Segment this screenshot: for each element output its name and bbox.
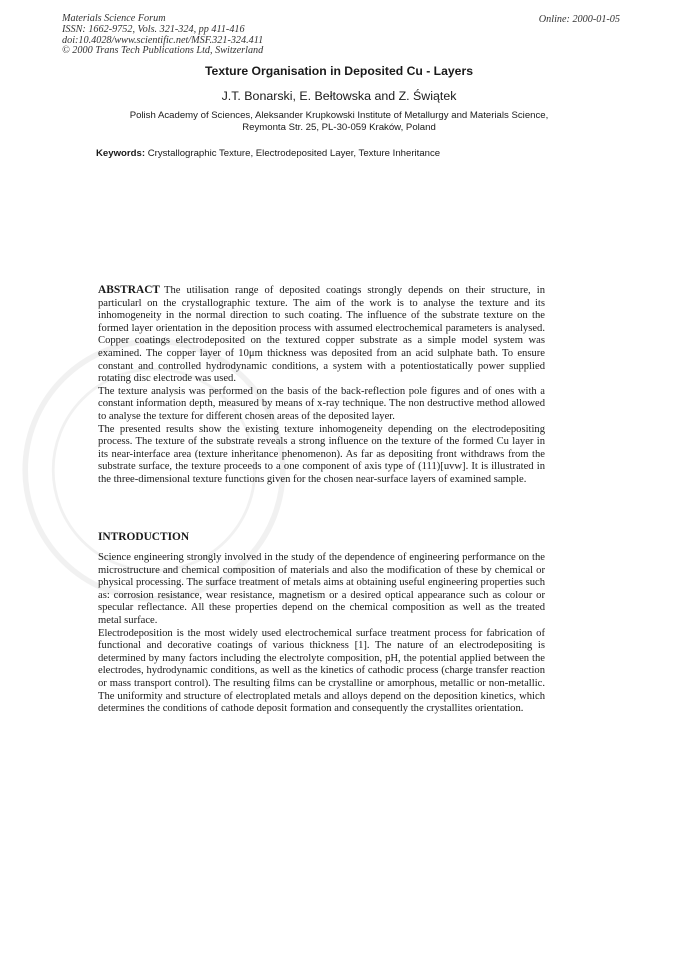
abstract-paragraph-3: The presented results show the existing texture inhomogeneity depending on the electrodepositing process. The texture of the substrate reveals a strong influence on the texture of the formed Cu layer in its near-interface area (texture inheritance phenomenon). As far as depositing front withdraws from the substrate surface, the texture proceeds to a one component of axis type of (111)[uvw]. It is illustrated in the three-dimensional texture functions given for the chosen near-surface layers of examined sample. — [98, 423, 545, 485]
abstract-paragraph-2: The texture analysis was performed on the basis of the back-reflection pole figures and of ones with a constant information depth, measured by means of x-ray technique. The non destructive method allowed to analyse the texture for different chosen areas of the deposited layer. — [98, 385, 545, 422]
introduction-paragraph-2: Electrodeposition is the most widely used electrochemical surface treatment process for fabrication of functional and decorative coatings of various thickness [1]. The nature of an electrodepositing is determined by many factors including the electrolyte composition, pH, the potential applied between the electrodes, hydrodynamic conditions, as well as the kinetics of cathodic process (charge transfer reaction or mass transport control). The resulting films can be crystalline or amorphous, metallic or non-metallic. The uniformity and structure of electroplated metals and alloys depend on the deposition kinetics, which determines the conditions of cathode deposit formation and consequently the crystallites orientation. — [98, 627, 545, 715]
affiliation-line-2: Reymonta Str. 25, PL-30-059 Kraków, Poland — [242, 122, 436, 134]
affiliation — [0, 110, 678, 135]
abstract-section — [98, 284, 545, 487]
online-date: Online: 2000-01-05 — [538, 14, 620, 25]
introduction-heading: INTRODUCTION — [98, 531, 190, 543]
paper-authors: J.T. Bonarski, E. Bełtowska and Z. Świątek — [221, 89, 457, 103]
introduction-paragraph-1: Science engineering strongly involved in the study of the dependence of engineering performance on the microstructure and chemical composition of materials and also the modification of these by chemical or physical processing. The surface treatment of metals aims at obtaining useful engineering properties such as: corrosion resistance, wear resistance, magnetism or a desired optical appearance such as colour or specular reflectance. All these properties depend on the chemical composition as well as the treated metal surface. — [98, 552, 545, 626]
paper-title: Texture Organisation in Deposited Cu - Layers — [205, 64, 473, 78]
keywords — [96, 148, 440, 159]
keywords-list: Crystallographic Texture, Electrodeposited Layer, Texture Inheritance — [147, 148, 441, 159]
introduction-section — [98, 552, 545, 716]
doi-line[interactable]: doi:10.4028/www.scientific.net/MSF.321-324.411 — [62, 34, 264, 46]
journal-name: Materials Science Forum — [62, 13, 166, 24]
abstract-paragraph-1 — [98, 284, 545, 386]
abstract-text-1: The utilisation range of deposited coatings strongly depends on their structure, in particularl on the crystallographic texture. The aim of the work is to analyse the texture and its inhomogeneity in the normal direction to such coating. The influence of the substrate texture on the formed layer orientation in the deposition process with assumed electrochemical parameters is analysed. Copper coatings electrodeposited on the textured copper substrate as a simple model system was examined. The copper layer of 10μm thickness was deposited from an acid sulphate bath. To ensure constant and controlled hydrodynamic conditions, a system with a potentiostatically power supplied rotating disc electrode was used. — [98, 285, 545, 385]
issn-line: ISSN: 1662-9752, Vols. 321-324, pp 411-416 — [62, 23, 245, 35]
abstract-label: ABSTRACT — [98, 284, 161, 296]
affiliation-line-1: Polish Academy of Sciences, Aleksander Krupkowski Institute of Metallurgy and Materials Science, — [129, 110, 549, 121]
keywords-label: Keywords: — [96, 148, 146, 159]
journal-header — [62, 14, 263, 57]
copyright-line: © 2000 Trans Tech Publications Ltd, Switzerland — [62, 45, 264, 57]
